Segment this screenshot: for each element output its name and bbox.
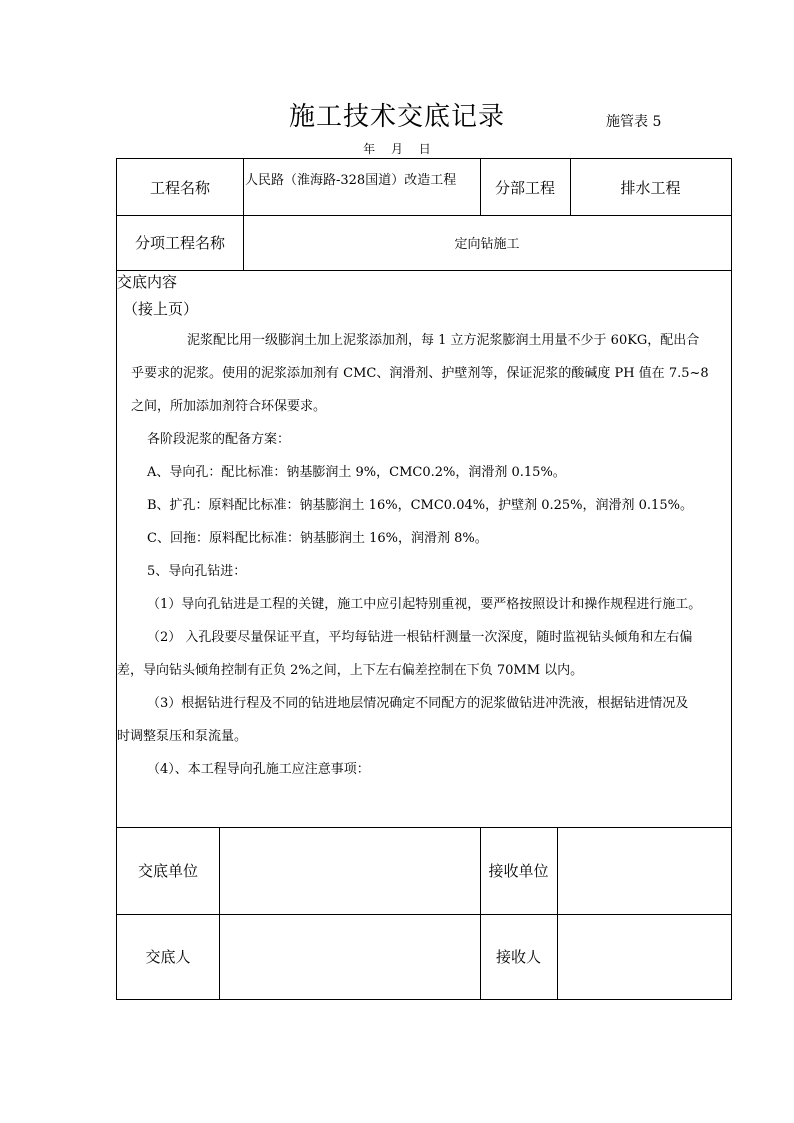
- content-line: （4）、本工程导向孔施工应注意事项：: [147, 762, 370, 777]
- subitem-name-value: 定向钻施工: [454, 237, 520, 252]
- content-line: 差，导向钻头倾角控制有正负 2%之间，上下左右偏差控制在下负 70MM 以内。: [117, 663, 584, 678]
- handover-unit-label: 交底单位: [137, 862, 198, 880]
- content-label: 交底内容: [117, 273, 178, 291]
- content-line: 泥浆配比用一级膨润土加上泥浆添加剂，每 1 立方泥浆膨润土用量不少于 60KG，配出合: [187, 333, 700, 348]
- division-label: 分部工程: [494, 178, 555, 197]
- receiver-label: 接收人: [495, 948, 541, 966]
- receiver-field[interactable]: [557, 914, 731, 999]
- receiving-unit-field[interactable]: [557, 827, 731, 914]
- handover-person-field[interactable]: [219, 914, 480, 999]
- form-number: 施管表 5: [606, 114, 662, 130]
- handover-unit-field[interactable]: [219, 827, 480, 914]
- handover-person-label: 交底人: [145, 948, 191, 966]
- content-line: （2） 入孔段要尽量保证平直，平均每钻进一根钻杆测量一次深度，随时监视钻头倾角和左右偏: [147, 630, 693, 645]
- subitem-name-label: 分项工程名称: [134, 234, 225, 252]
- division-value: 排水工程: [620, 178, 681, 197]
- document-title: 施工技术交底记录: [288, 102, 505, 132]
- content-line: C、回拖：原料配比标准：钠基膨润土 16%，润滑剂 8%。: [147, 531, 488, 546]
- content-line: 乎要求的泥浆。使用的泥浆添加剂有 CMC、润滑剂、护壁剂等，保证泥浆的酸碱度 PH 值在 7.5~8: [131, 366, 709, 381]
- content-line: 之间，所加添加剂符合环保要求。: [131, 399, 327, 414]
- record-table: [116, 158, 732, 1000]
- content-line: 5、导向孔钻进：: [147, 564, 247, 579]
- handover-content: [117, 270, 731, 786]
- project-name-value: 人民路（淮海路-328国道）改造工程: [245, 172, 457, 188]
- receiving-unit-label: 接收单位: [488, 862, 549, 880]
- date-line: 年 月 日: [363, 142, 431, 156]
- content-line: 时调整泵压和泵流量。: [117, 729, 248, 744]
- content-line: （1）导向孔钻进是工程的关键，施工中应引起特别重视，要严格按照设计和操作规程进行施工。: [147, 597, 702, 612]
- content-line: B、扩孔：原料配比标准：钠基膨润土 16%，CMC0.04%，护壁剂 0.25%，润滑剂 0.15%。: [147, 498, 693, 513]
- project-name-label: 工程名称: [149, 178, 210, 197]
- continued-note: （接上页）: [123, 300, 199, 318]
- content-line: 各阶段泥浆的配备方案：: [147, 432, 291, 447]
- content-line: （3）根据钻进行程及不同的钻进地层情况确定不同配方的泥浆做钻进冲洗液，根据钻进情况及: [147, 696, 689, 711]
- content-line: A、导向孔：配比标准：钠基膨润土 9%，CMC0.2%，润滑剂 0.15%。: [147, 465, 566, 480]
